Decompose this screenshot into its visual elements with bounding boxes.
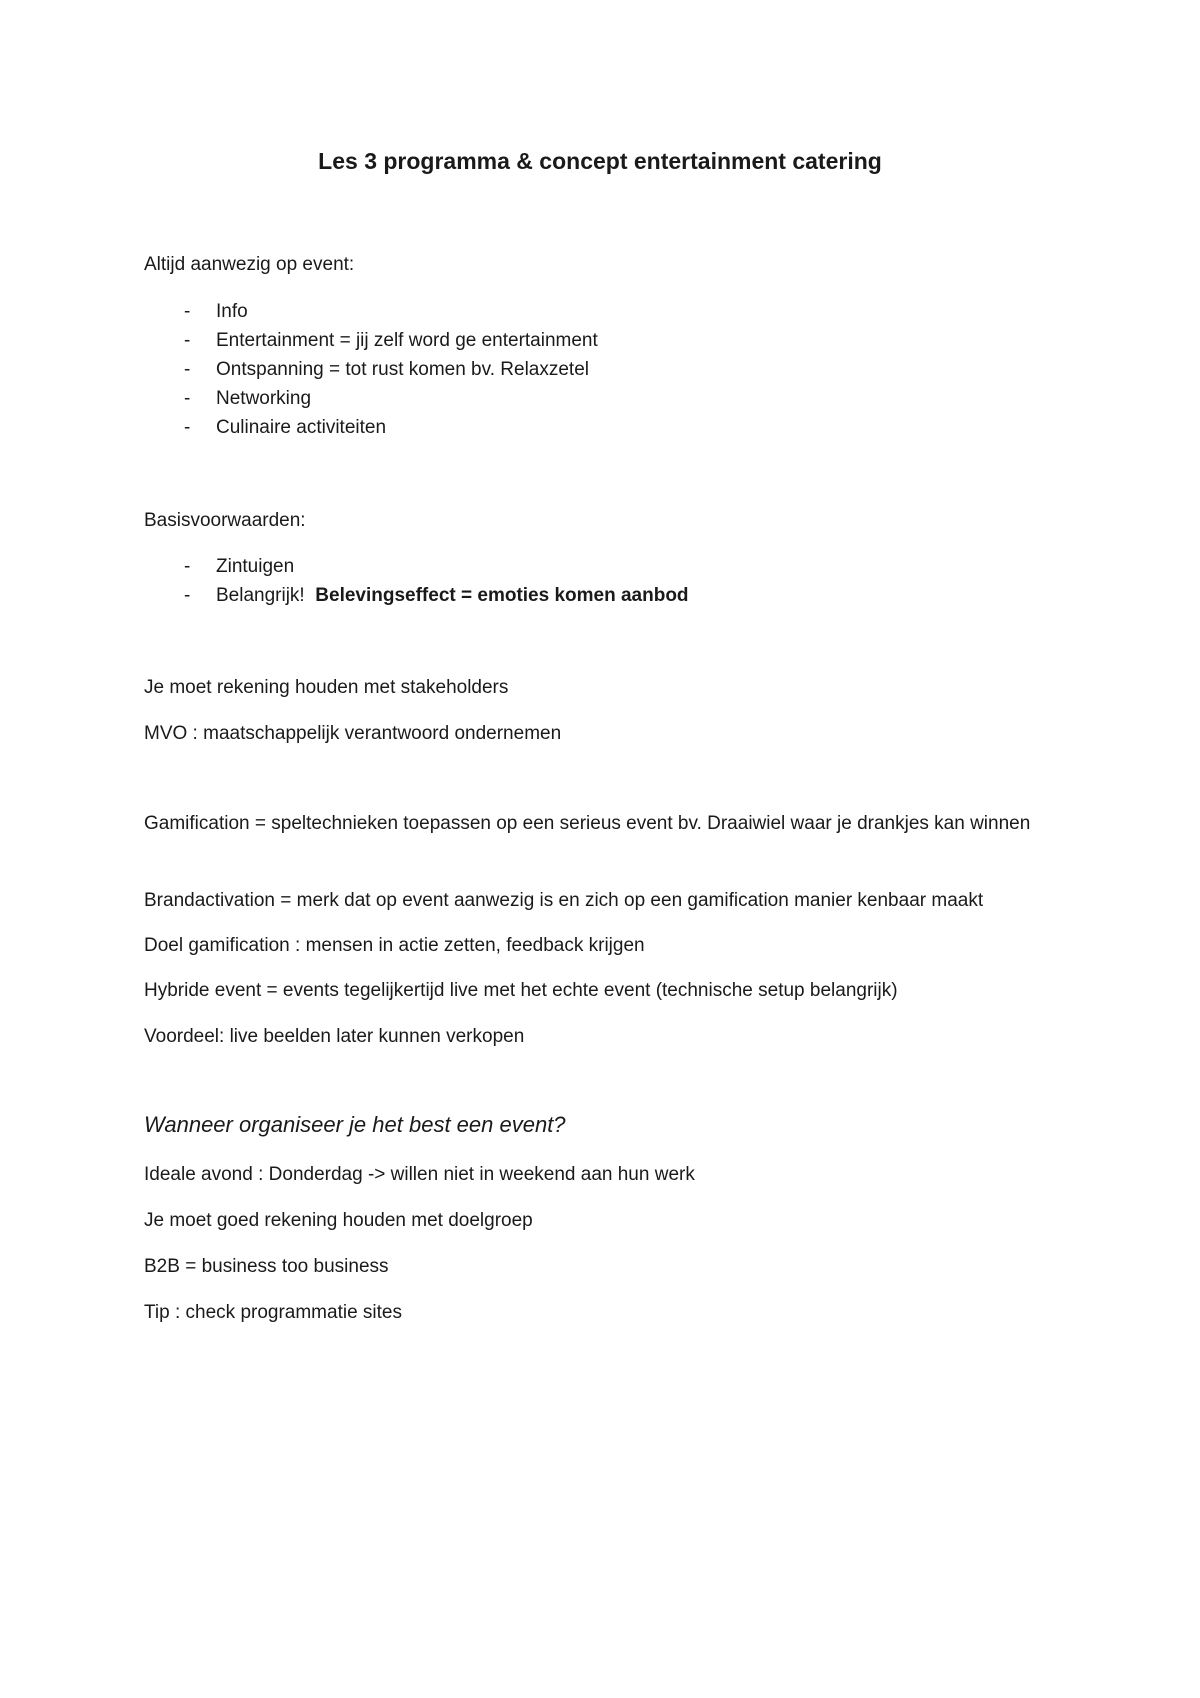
section-heading-wanneer: Wanneer organiseer je het best een event?: [144, 1112, 566, 1137]
paragraph-b2b: B2B = business too business: [144, 1256, 389, 1277]
list-item-text: Ontspanning = tot rust komen bv. Relaxzetel: [216, 359, 589, 380]
paragraph-ideale-avond: Ideale avond : Donderdag -> willen niet in weekend aan hun werk: [144, 1164, 695, 1185]
paragraph-doel-gamification: Doel gamification : mensen in actie zetten, feedback krijgen: [144, 935, 645, 956]
paragraph-doelgroep: Je moet goed rekening houden met doelgroep: [144, 1210, 533, 1231]
paragraph-voordeel: Voordeel: live beelden later kunnen verkopen: [144, 1026, 525, 1047]
important-prefix: Belangrijk!: [216, 585, 305, 606]
list-item-text: Info: [216, 301, 248, 322]
document-title: Les 3 programma & concept entertainment catering: [318, 148, 882, 174]
paragraph-brandactivation: Brandactivation = merk dat op event aanwezig is en zich op een gamification manier kenbaar maakt: [144, 890, 984, 911]
paragraph-gamification: Gamification = speltechnieken toepassen op een serieus event bv. Draaiwiel waar je drankjes kan winnen: [144, 813, 1031, 834]
list-dash: -: [184, 585, 191, 606]
list-dash: -: [184, 556, 191, 577]
list-dash: -: [184, 388, 191, 409]
list-item-text: Entertainment = jij zelf word ge entertainment: [216, 330, 598, 351]
paragraph-hybride-event: Hybride event = events tegelijkertijd live met het echte event (technische setup belangrijk): [144, 980, 898, 1001]
paragraph-mvo: MVO : maatschappelijk verantwoord ondernemen: [144, 723, 562, 744]
list-item-text: [216, 582, 689, 609]
belevingseffect-bold: Belevingseffect = emoties komen aanbod: [315, 585, 689, 606]
section-label-basisvoorwaarden: Basisvoorwaarden:: [144, 510, 306, 531]
section-label-altijd: Altijd aanwezig op event:: [144, 254, 355, 275]
list-dash: -: [184, 301, 191, 322]
list-dash: -: [184, 330, 191, 351]
paragraph-tip: Tip : check programmatie sites: [144, 1302, 402, 1323]
list-item-text: Networking: [216, 388, 312, 409]
list-dash: -: [184, 417, 191, 438]
list-dash: -: [184, 359, 191, 380]
list-item-text: Culinaire activiteiten: [216, 417, 387, 438]
list-item-text: Zintuigen: [216, 556, 295, 577]
paragraph-stakeholders: Je moet rekening houden met stakeholders: [144, 677, 509, 698]
